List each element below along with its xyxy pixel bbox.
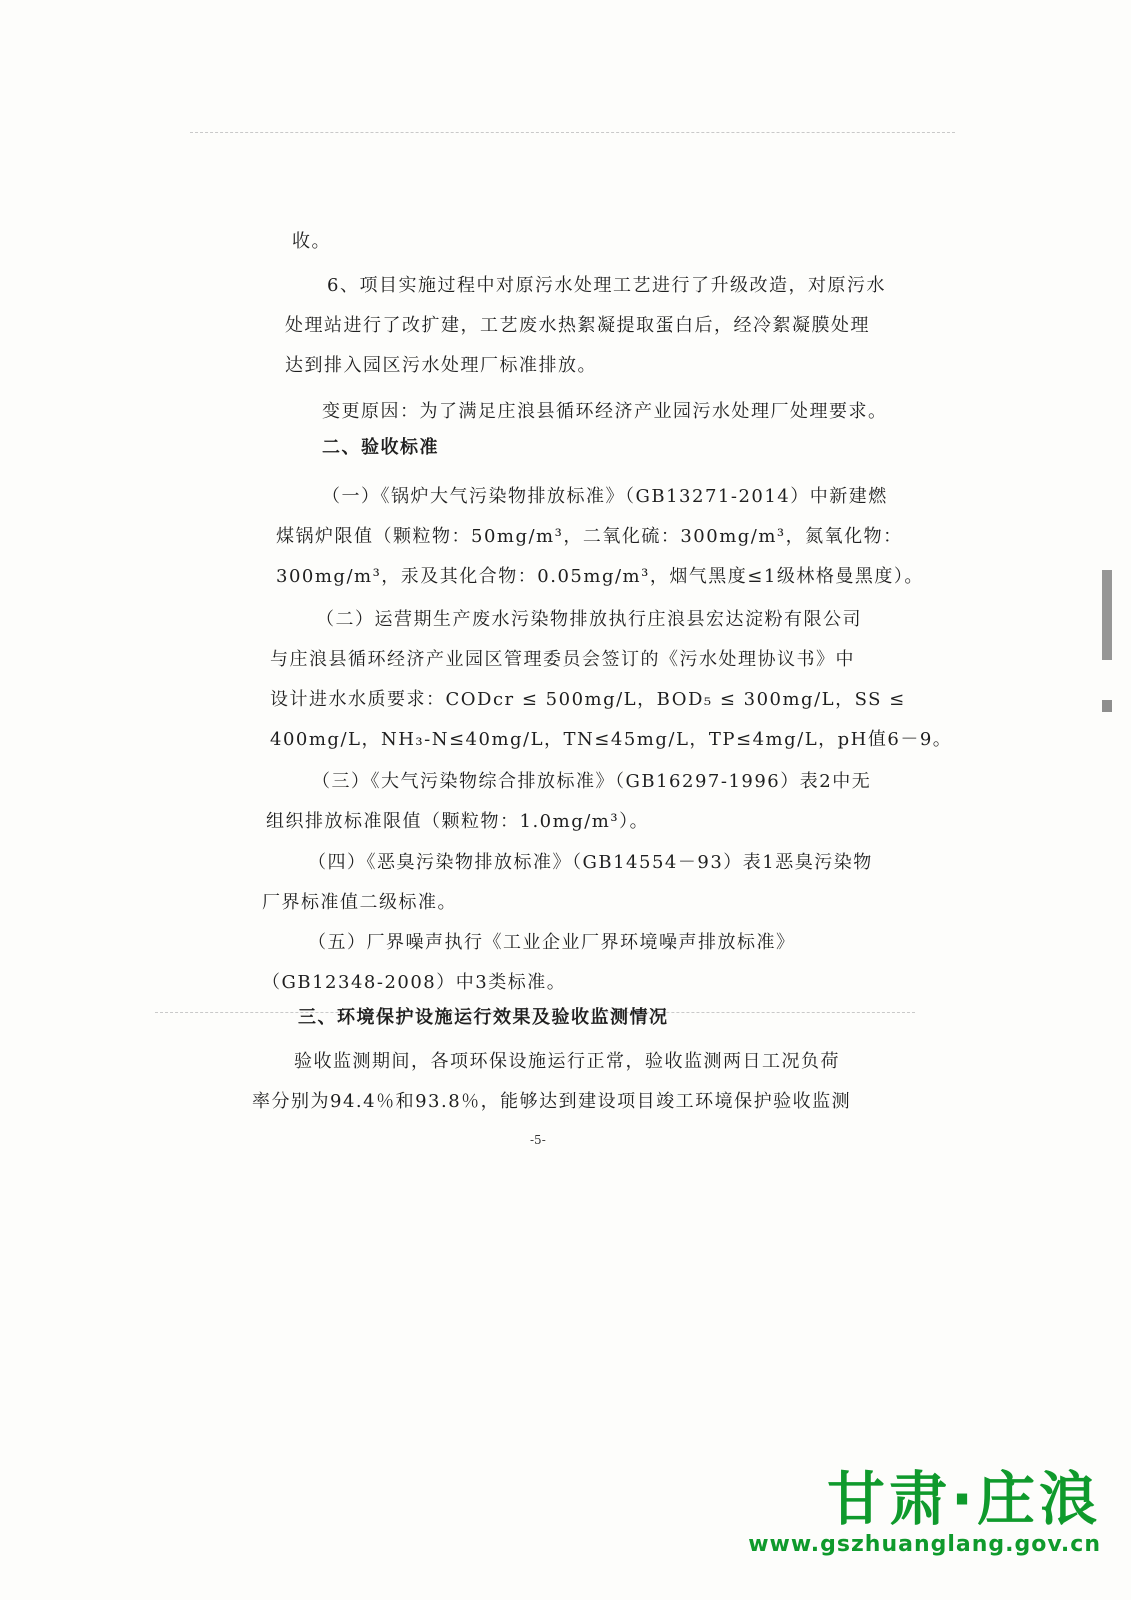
paragraph-standard-4 xyxy=(262,843,873,923)
text-line: 6、项目实施过程中对原污水处理工艺进行了升级改造，对原污水 xyxy=(327,275,886,296)
section-heading-monitoring xyxy=(298,998,898,1038)
text-line: 达到排入园区污水处理厂标准排放。 xyxy=(285,355,597,376)
text-line: 率分别为94.4％和93.8％，能够达到建设项目竣工环境保护验收监测 xyxy=(252,1091,852,1112)
scan-line-top xyxy=(190,132,955,133)
text-line: 处理站进行了改扩建，工艺废水热絮凝提取蛋白后，经冷絮凝膜处理 xyxy=(285,315,870,336)
text-line: 厂界标准值二级标准。 xyxy=(262,892,457,913)
text-line: （三）《大气污染物综合排放标准》（GB16297-1996）表2中无 xyxy=(312,771,872,792)
page-number: -5- xyxy=(530,1133,546,1147)
text-line: （五）厂界噪声执行《工业企业厂界环境噪声排放标准》 xyxy=(308,932,796,953)
text-line: 400mg/L，NH₃-N≤40mg/L，TN≤45mg/L，TP≤4mg/L，pH值6－9。 xyxy=(270,729,953,750)
text-line: 与庄浪县循环经济产业园区管理委员会签订的《污水处理协议书》中 xyxy=(270,649,855,670)
text-line: 煤锅炉限值（颗粒物：50mg/m³，二氧化硫：300mg/m³，氮氧化物： xyxy=(276,526,903,547)
paragraph-standard-3 xyxy=(266,762,872,842)
text-line: 设计进水水质要求：CODcr ≤ 500mg/L，BOD₅ ≤ 300mg/L，SS ≤ xyxy=(270,689,906,710)
scan-edge-mark xyxy=(1102,570,1112,660)
paragraph-standard-5 xyxy=(262,923,862,1003)
text-line: （四）《恶臭污染物排放标准》（GB14554－93）表1恶臭污染物 xyxy=(308,852,873,873)
heading-text: 三、环境保护设施运行效果及验收监测情况 xyxy=(298,1007,669,1028)
paragraph-item-6 xyxy=(285,266,886,386)
paragraph-standard-1 xyxy=(276,477,924,597)
paragraph-monitoring xyxy=(252,1042,852,1122)
section-heading-acceptance-standards xyxy=(322,428,922,468)
heading-text: 二、验收标准 xyxy=(322,437,439,458)
paragraph-change-reason xyxy=(322,392,922,432)
text-line: （二）运营期生产废水污染物排放执行庄浪县宏达淀粉有限公司 xyxy=(316,609,862,630)
paragraph-standard-2 xyxy=(270,600,953,760)
text-line: （一）《锅炉大气污染物排放标准》（GB13271-2014）中新建燃 xyxy=(322,486,888,507)
text-line: 组织排放标准限值（颗粒物：1.0mg/m³）。 xyxy=(266,811,650,832)
text-line: 300mg/m³，汞及其化合物：0.05mg/m³，烟气黑度≤1级林格曼黑度）。 xyxy=(276,566,924,587)
text-line: （GB12348-2008）中3类标准。 xyxy=(262,972,567,993)
scan-edge-mark-small xyxy=(1102,700,1112,712)
watermark-title: 甘肃·庄浪 xyxy=(826,1465,1101,1533)
text-line: 收。 xyxy=(292,231,331,252)
text-line: 变更原因：为了满足庄浪县循环经济产业园污水处理厂处理要求。 xyxy=(322,401,888,422)
paragraph-continuation xyxy=(292,222,892,262)
watermark-url: www.gszhuanglang.gov.cn xyxy=(748,1532,1101,1557)
text-line: 验收监测期间，各项环保设施运行正常，验收监测两日工况负荷 xyxy=(294,1051,840,1072)
